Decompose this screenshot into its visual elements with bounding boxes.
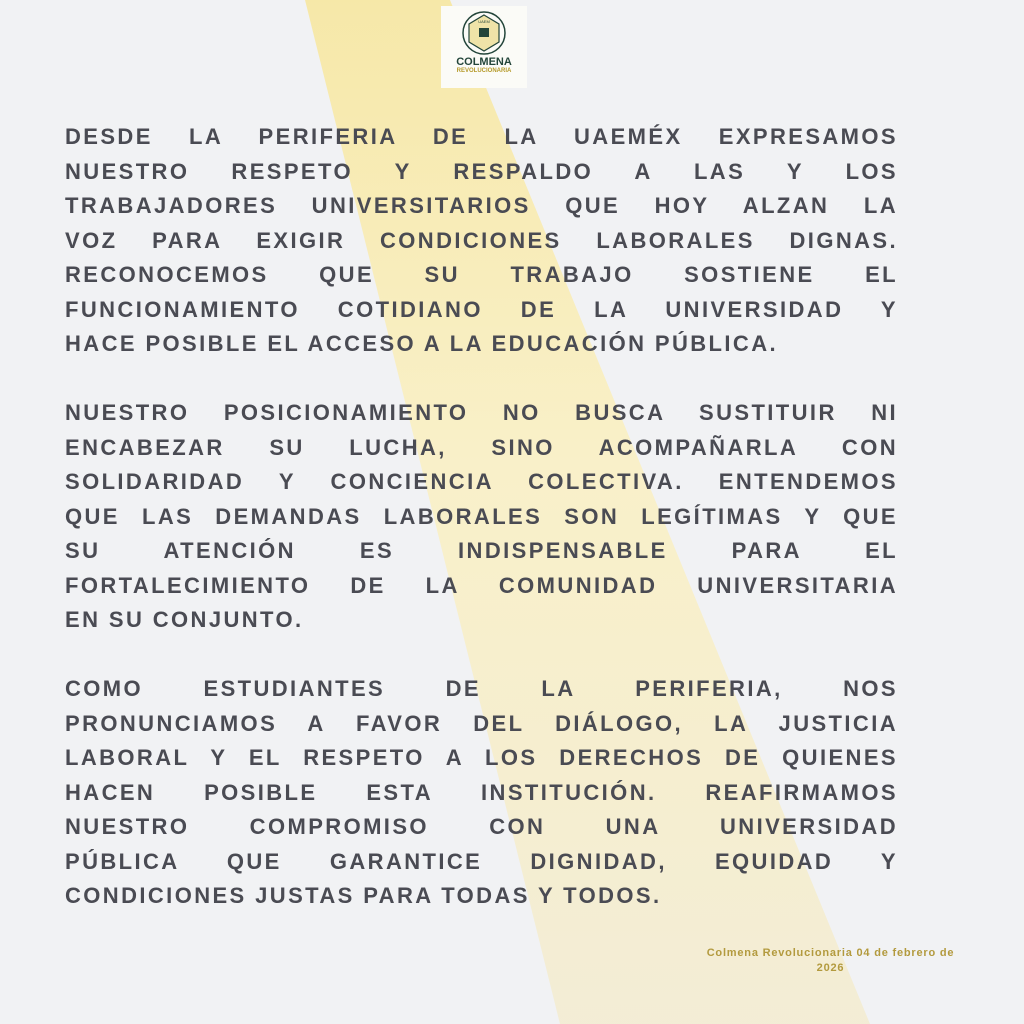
paragraph-line: FORTALECIMIENTO DE LA COMUNIDAD UNIVERSITARIA [65, 572, 898, 598]
paragraph-line: CONDICIONES JUSTAS PARA TODAS Y TODOS. [65, 883, 662, 908]
logo-title: COLMENA [456, 56, 512, 68]
paragraph-line: NUESTRO RESPETO Y RESPALDO A LAS Y LOS [65, 158, 898, 184]
footer-line-1: Colmena Revolucionaria 04 de febrero de [706, 947, 955, 959]
svg-text:UAEM: UAEM [478, 19, 490, 24]
paragraph-line: HACEN POSIBLE ESTA INSTITUCIÓN. REAFIRMAMOS [65, 779, 898, 805]
paragraph-line: NUESTRO POSICIONAMIENTO NO BUSCA SUSTITUIR NI [65, 400, 898, 425]
paragraph-line: PRONUNCIAMOS A FAVOR DEL DIÁLOGO, LA JUSTICIA [65, 710, 898, 736]
paragraph-line: TRABAJADORES UNIVERSITARIOS QUE HOY ALZAN LA [65, 193, 898, 218]
paragraph [65, 120, 898, 362]
logo-subtitle: REVOLUCIONARIA [456, 68, 512, 74]
paragraph-line: VOZ PARA EXIGIR CONDICIONES LABORALES DIGNAS. [65, 227, 898, 253]
paragraph-line: LABORAL Y EL RESPETO A LOS DERECHOS DE QUIENES [65, 745, 898, 770]
paragraph [65, 396, 898, 638]
paragraph-line: SU ATENCIÓN ES INDISPENSABLE PARA EL [65, 538, 898, 563]
paragraph-line: NUESTRO COMPROMISO CON UNA UNIVERSIDAD [65, 814, 898, 839]
paragraph-line: COMO ESTUDIANTES DE LA PERIFERIA, NOS [65, 676, 898, 701]
paragraph [65, 672, 898, 914]
paragraph-line: SOLIDARIDAD Y CONCIENCIA COLECTIVA. ENTENDEMOS [65, 469, 898, 494]
paragraph-line: ENCABEZAR SU LUCHA, SINO ACOMPAÑARLA CON [65, 434, 898, 460]
paragraph-line: DESDE LA PERIFERIA DE LA UAEMÉX EXPRESAMOS [65, 124, 898, 149]
paragraph-line: PÚBLICA QUE GARANTICE DIGNIDAD, EQUIDAD Y [65, 848, 898, 874]
footer-line-2: 2026 [816, 962, 845, 974]
footer-signature [688, 946, 973, 976]
statement-body [65, 120, 898, 948]
paragraph-line: HACE POSIBLE EL ACCESO A LA EDUCACIÓN PÚBLICA. [65, 331, 778, 356]
hive-emblem-icon [461, 10, 507, 56]
paragraph-line: EN SU CONJUNTO. [65, 607, 304, 632]
paragraph-line: FUNCIONAMIENTO COTIDIANO DE LA UNIVERSIDAD Y [65, 296, 898, 322]
paragraph-line: RECONOCEMOS QUE SU TRABAJO SOSTIENE EL [65, 262, 898, 287]
paragraph-line: QUE LAS DEMANDAS LABORALES SON LEGÍTIMAS Y QUE [65, 503, 898, 529]
colmena-logo [441, 6, 527, 88]
